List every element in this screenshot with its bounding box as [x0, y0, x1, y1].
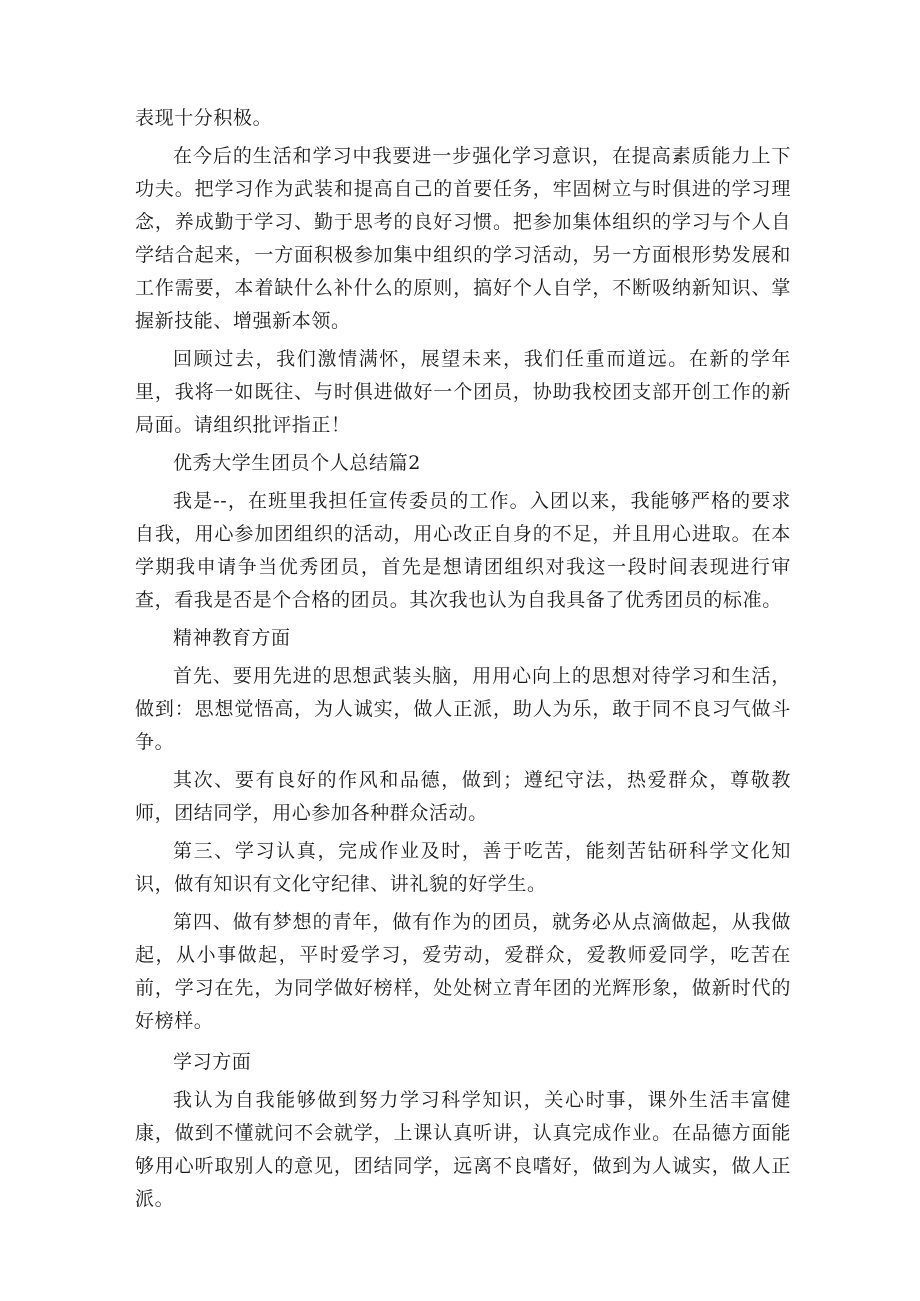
paragraph-8: 第四、做有梦想的青年，做有作为的团员，就务必从点滴做起，从我做起，从小事做起，平时爱学习，爱劳动，爱群众，爱教师爱同学，吃苦在前，学习在先，为同学做好榜样，处处树立青年团的光辉形象，做新时代的好榜样。 [135, 911, 791, 1032]
paragraph-3: 回顾过去，我们激情满怀，展望未来，我们任重而道远。在新的学年里，我将一如既往、与时俱进做好一个团员，协助我校团支部开创工作的新局面。请组织批评指正！ [135, 348, 791, 436]
paragraph-1: 表现十分积极。 [135, 107, 273, 129]
paragraph-2: 在今后的生活和学习中我要进一步强化学习意识，在提高素质能力上下功夫。把学习作为武装和提高自己的首要任务，牢固树立与时俱进的学习理念，养成勤于学习、勤于思考的良好习惯。把参加集体组织的学习与个人自学结合起来，一方面积极参加集中组织的学习活动，另一方面根形势发展和工作需要，本着缺什么补什么的原则，搞好个人自学，不断吸纳新知识、掌握新技能、增强新本领。 [135, 145, 791, 332]
paragraph-7: 第三、学习认真，完成作业及时，善于吃苦，能刻苦钻研科学文化知识，做有知识有文化守纪律、讲礼貌的好学生。 [135, 840, 791, 895]
subheading-study: 学习方面 [173, 1051, 252, 1073]
paragraph-9: 我认为自我能够做到努力学习科学知识，关心时事，课外生活丰富健康，做到不懂就问不会就学，上课认真听讲，认真完成作业。在品德方面能够用心听取别人的意见，团结同学，远离不良嗜好，做到为人诚实，做人正派。 [135, 1089, 791, 1210]
section-title-part-2: 优秀大学生团员个人总结篇2 [173, 452, 421, 474]
paragraph-4: 我是--，在班里我担任宣传委员的工作。入团以来，我能够严格的要求自我，用心参加团组织的活动，用心改正自身的不足，并且用心进取。在本学期我申请争当优秀团员，首先是想请团组织对我这一段时间表现进行审查，看我是否是个合格的团员。其次我也认为自我具备了优秀团员的标准。 [135, 490, 791, 611]
subheading-spirit-education: 精神教育方面 [173, 627, 291, 649]
paragraph-6: 其次、要有良好的作风和品德，做到；遵纪守法，热爱群众，尊敬教师，团结同学，用心参加各种群众活动。 [135, 769, 791, 824]
document-body [135, 102, 791, 1221]
paragraph-5: 首先、要用先进的思想武装头脑，用用心向上的思想对待学习和生活，做到：思想觉悟高，为人诚实，做人正派，助人为乐，敢于同不良习气做斗争。 [135, 665, 791, 753]
